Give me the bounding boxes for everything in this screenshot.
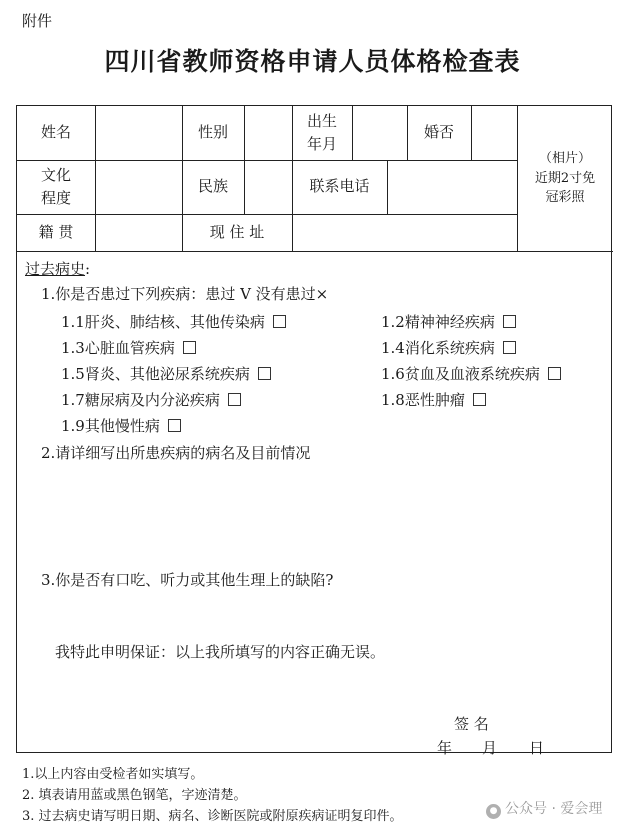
disease-item xyxy=(381,337,516,358)
note-3: 3. 过去病史请写明日期、病名、诊断医院或附原疾病证明复印件。 xyxy=(22,809,403,824)
disease-label: 1.4消化系统疾病 xyxy=(381,339,495,357)
education-label xyxy=(17,160,95,214)
birth-label-line1: 出生 xyxy=(306,111,337,130)
birth-label xyxy=(292,106,352,160)
note-2: 2. 填表请用蓝或黑色钢笔，字迹清楚。 xyxy=(22,788,247,803)
disease-label: 1.8恶性肿瘤 xyxy=(381,391,465,409)
native-label: 籍 贯 xyxy=(38,222,74,241)
checkbox[interactable] xyxy=(228,393,241,406)
name-field[interactable] xyxy=(95,106,182,160)
checkbox[interactable] xyxy=(258,367,271,380)
disease-item xyxy=(61,337,196,358)
checkbox[interactable] xyxy=(273,315,286,328)
question-3: 3.你是否有口吃、听力或其他生理上的缺陷? xyxy=(41,571,334,589)
disease-item xyxy=(381,311,516,332)
form-title: 四川省教师资格申请人员体格检查表 xyxy=(104,47,521,76)
disease-label: 1.6贫血及血液系统疾病 xyxy=(381,365,540,383)
checkbox[interactable] xyxy=(473,393,486,406)
checkbox[interactable] xyxy=(183,341,196,354)
photo-line2: 近期2寸免 xyxy=(534,170,596,186)
watermark xyxy=(486,798,602,819)
date-year-label: 年 xyxy=(437,739,453,757)
date-month-label: 月 xyxy=(482,739,498,757)
phone-field[interactable] xyxy=(387,160,517,214)
disease-item xyxy=(381,389,486,410)
education-label-line1: 文化 xyxy=(40,165,71,184)
disease-item xyxy=(61,311,286,332)
photo-area[interactable] xyxy=(517,106,613,251)
name-label: 姓名 xyxy=(40,123,71,142)
ethnicity-field[interactable] xyxy=(244,160,292,214)
row-divider xyxy=(17,251,613,252)
checkbox[interactable] xyxy=(503,341,516,354)
defect-answer-field[interactable] xyxy=(41,596,601,636)
education-field[interactable] xyxy=(95,160,182,214)
date-day-label: 日 xyxy=(529,739,545,757)
disease-label: 1.3心脏血管疾病 xyxy=(61,339,175,357)
watermark-text: 公众号 · 爱会理 xyxy=(505,801,603,817)
native-field[interactable] xyxy=(95,214,182,251)
gender-label: 性别 xyxy=(197,123,228,142)
gender-field[interactable] xyxy=(244,106,292,160)
disease-item xyxy=(381,363,561,384)
question-2: 2.请详细写出所患疾病的病名及目前情况 xyxy=(41,444,311,462)
history-heading xyxy=(25,258,90,279)
form-frame xyxy=(16,105,612,757)
birth-label-line2: 年月 xyxy=(306,135,337,153)
marital-field[interactable] xyxy=(471,106,517,160)
checkbox[interactable] xyxy=(503,315,516,328)
checkbox[interactable] xyxy=(548,367,561,380)
wechat-icon: ● xyxy=(486,804,501,819)
disease-label: 1.5肾炎、其他泌尿系统疾病 xyxy=(61,365,250,383)
illness-details-field[interactable] xyxy=(41,468,601,568)
ethnicity-label: 民族 xyxy=(197,177,228,196)
disease-item xyxy=(61,389,241,410)
disease-label: 1.1肝炎、肺结核、其他传染病 xyxy=(61,313,265,331)
address-label: 现 住 址 xyxy=(209,222,265,241)
disease-item xyxy=(61,363,271,384)
question-1: 1.你是否患过下列疾病：患过 V 没有患过× xyxy=(41,285,329,303)
photo-line1: （相片） xyxy=(538,151,591,167)
disease-label: 1.2精神神经疾病 xyxy=(381,313,495,331)
note-1: 1.以上内容由受检者如实填写。 xyxy=(22,767,204,782)
checkbox[interactable] xyxy=(168,419,181,432)
marital-label: 婚否 xyxy=(423,123,454,142)
disease-label: 1.9其他慢性病 xyxy=(61,417,160,435)
disease-label: 1.7糖尿病及内分泌疾病 xyxy=(61,391,220,409)
declaration: 我特此申明保证：以上我所填写的内容正确无误。 xyxy=(55,643,386,661)
disease-item xyxy=(61,415,181,436)
history-heading-text: 过去病史 xyxy=(25,260,86,278)
photo-line3: 冠彩照 xyxy=(545,190,585,206)
history-heading-colon: : xyxy=(85,260,91,278)
attachment-label: 附件 xyxy=(22,12,53,30)
address-field[interactable] xyxy=(292,214,517,251)
education-label-line2: 程度 xyxy=(40,189,71,207)
phone-label: 联系电话 xyxy=(309,177,370,196)
birth-field[interactable] xyxy=(352,106,407,160)
signature-label: 签 名 xyxy=(454,715,489,733)
